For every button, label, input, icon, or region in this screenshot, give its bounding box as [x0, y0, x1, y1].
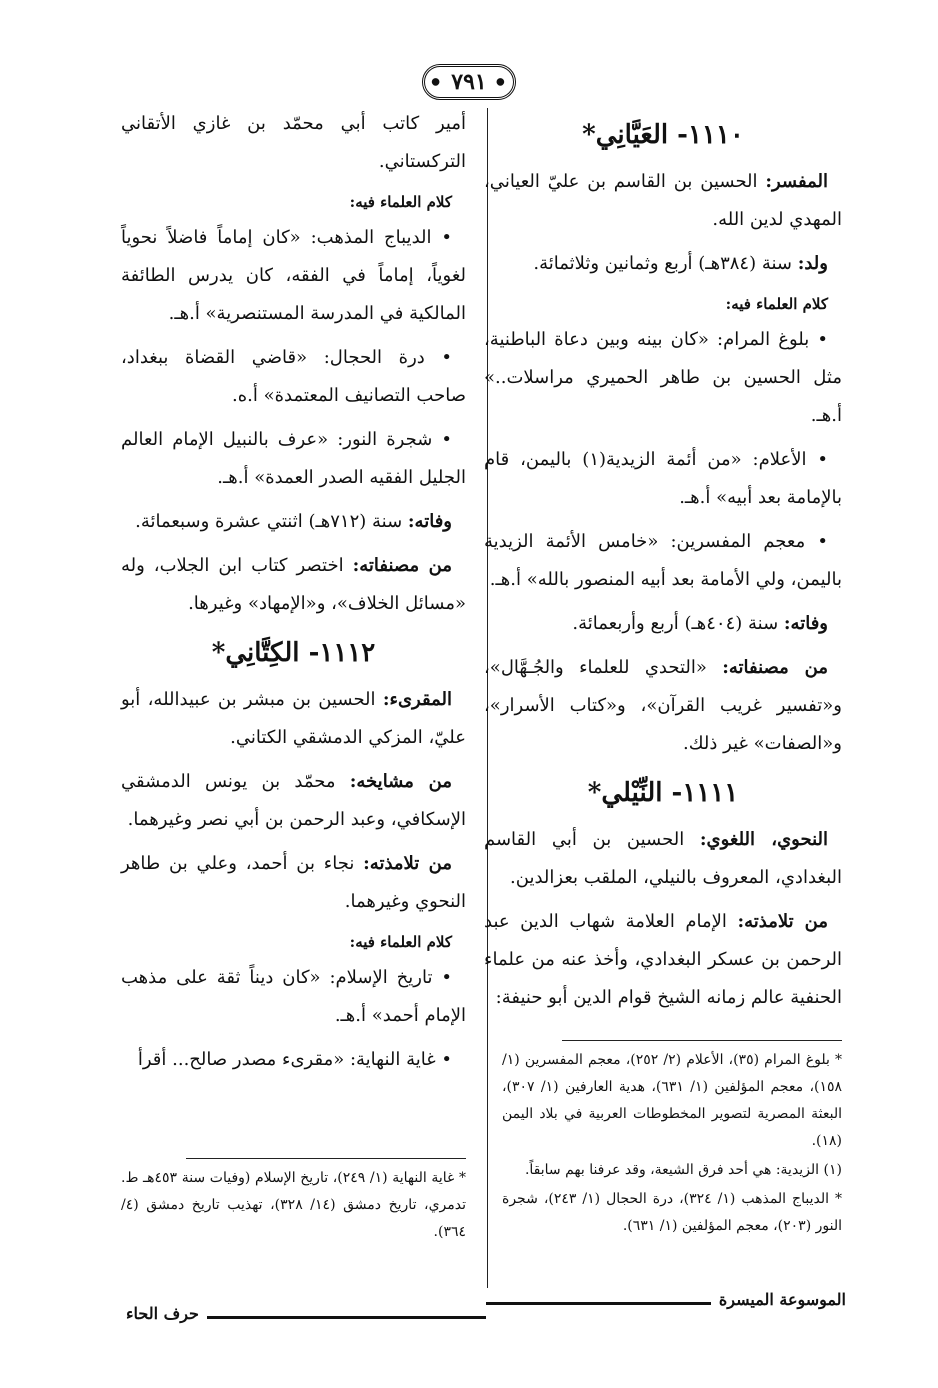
entry-1111-grammarian: [484, 821, 842, 897]
label: المقرىء:: [382, 689, 452, 710]
label: المفسر:: [765, 171, 828, 192]
text: سنة (٣٨٤هـ) أربع وثمانين وثلاثمائة.: [533, 253, 798, 274]
text: سنة (٧١٢هـ) اثنتي عشرة وسبعمائة.: [135, 511, 408, 532]
footnote: * بلوغ المرام (٣٥)، الأعلام (٢/ ٢٥٢)، معجم المفسرين (١/ ١٥٨)، معجم المؤلفين (١/ ٦٣١)، هدية العارفين (١/ ٣٠٧)، البعثة المصرية لتصوير المخطوطات العربية في بلاد اليمن (١٨).: [502, 1052, 843, 1149]
text: الحسين بن القاسم بن عليّ العياني، المهدي لدين الله.: [484, 171, 842, 230]
right-footnotes: [502, 1040, 842, 1242]
label: من مصنفاته:: [352, 555, 453, 576]
label: من مصنفاته:: [722, 657, 828, 678]
label: وفاته:: [783, 613, 828, 634]
text: نجاء بن أحمد، وعلي بن طاهر النحوي وغيرهما.: [121, 853, 466, 912]
label: النحوي، اللغوي:: [699, 829, 828, 850]
continuation-text: أمير كاتب أبي محمّد بن غازي الأتقاني التركستاني.: [121, 113, 466, 172]
footnote: * الديباج المذهب (١/ ٣٢٤)، درة الحجال (١/ ٢٤٣)، شجرة النور (٢٠٣)، معجم المؤلفين (١/ ٦٣١).: [502, 1191, 842, 1234]
entry-1111-students: [484, 903, 842, 1017]
label: من مشايخه:: [349, 771, 452, 792]
entry-1110-born: [484, 245, 842, 283]
ornament-dot-icon: ●: [431, 76, 443, 88]
left-column: [121, 105, 466, 1085]
text: اختصر كتاب ابن الجلاب، وله «مسائل الخلاف»، و«الإمهاد» وغيرها.: [121, 555, 466, 614]
page-number: ٧٩١: [451, 69, 487, 95]
entry-heading-1110: ١١١٠- العَيَّانِي*: [582, 120, 744, 150]
quote-tarikh-al-islam: • تاريخ الإسلام: «كان ديناً ثقة على مذهب الإمام أحمد» أ.هـ.: [121, 967, 466, 1026]
entry-heading-1111: ١١١١- النِّيْلي*: [587, 778, 739, 808]
label: من تلامذته:: [363, 853, 452, 874]
label: من تلامذته:: [737, 911, 828, 932]
death-line: [121, 503, 466, 541]
text: الحسين بن أبي القاسم البغدادي، المعروف بالنيلي، الملقب بعزالدين.: [484, 829, 842, 888]
entry-1110-works: [484, 649, 842, 763]
left-footnotes: [121, 1158, 466, 1248]
page-number-container: [0, 62, 938, 102]
entry-heading-1112: ١١١٢- الكِتَّانِي*: [211, 638, 376, 668]
footnote-rule: [186, 1158, 466, 1159]
label: ولد:: [797, 253, 828, 274]
page-footer: [126, 1288, 846, 1323]
entry-1110-death: [484, 605, 842, 643]
quote-shajarat-al-nur: • شجرة النور: «عرف بالنبيل الإمام العالم الجليل الفقيه الصدر العمدة» أ.هـ.: [121, 429, 466, 488]
text: «التحدي للعلماء والجُـهَّال»، و«تفسير غريب القرآن»، و«كتاب الأسرار»، و«الصفات» غير ذلك.: [484, 657, 842, 754]
entry-1110-commentator: [484, 163, 842, 239]
footnote-rule: [562, 1040, 842, 1041]
quote-bulugh-al-maram: • بلوغ المرام: «كان بينه وبين دعاة الباطنية، مثل الحسين بن طاهر الحميري مراسلات..» أ.هـ.: [484, 329, 842, 426]
scholars-section-title: كلام العلماء فيه:: [349, 933, 452, 951]
entry-1112-reciter: [121, 681, 466, 757]
text: سنة (٤٠٤هـ) أربع وأربعمائة.: [572, 613, 784, 634]
footnote: * غاية النهاية (١/ ٢٤٩)، تاريخ الإسلام (وفيات سنة ٤٥٣هـ ط. تدمري، تاريخ دمشق (١٤/ ٣٢٨)، تهذيب تاريخ دمشق (٤/ ٣٦٤).: [121, 1170, 467, 1240]
scholars-section-title: كلام العلماء فيه:: [349, 193, 452, 211]
quote-ghayat-al-nihaya: • غاية النهاية: «مقرىء مصدر صالح... أقرأ: [137, 1049, 452, 1070]
ornament-dot-icon: ●: [496, 76, 507, 88]
page-number-badge: [422, 64, 515, 100]
quote-mujam-al-mufassirin: • معجم المفسرين: «خامس الأئمة الزيدية باليمن، ولي الأمامة بعد أبيه المنصور بالله» أ.هـ.: [484, 531, 842, 590]
works-line: [121, 547, 466, 623]
right-column: [484, 105, 842, 1023]
entry-1112-teachers: [121, 763, 466, 839]
section-title: حرف الحاء: [126, 1304, 207, 1323]
footnote: (١) الزيدية: هي أحد فرق الشيعة، وقد عرفنا بهم سابقاً.: [524, 1162, 842, 1178]
text: محمّد بن يونس الدمشقي الإسكافي، وعبد الرحمن بن أبي نصر وغيرهما.: [121, 771, 466, 830]
quote-al-alam: • الأعلام: «من أئمة الزيدية(١) باليمن، قام بالإمامة بعد أبيه» أ.هـ.: [484, 449, 842, 508]
label: وفاته:: [407, 511, 452, 532]
book-title: الموسوعة الميسرة: [711, 1290, 846, 1309]
text: الحسين بن مبشر بن عبيدالله، أبو عليّ، المزكي الدمشقي الكتاني.: [121, 689, 466, 748]
entry-1112-students: [121, 845, 466, 921]
scholars-section-title: كلام العلماء فيه:: [725, 295, 828, 313]
quote-al-dibaj: • الديباج المذهب: «كان إماماً فاضلاً نحوياً لغوياً، إماماً في الفقه، كان يدرس الطائفة المالكية في المدرسة المستنصرية» أ.هـ.: [121, 227, 466, 324]
text: الإمام العلامة شهاب الدين عبد الرحمن بن عسكر البغدادي، وأخذ عنه من علماء الحنفية عالم زمانه الشيخ قوام الدين أبو حنيفة:: [484, 911, 842, 1008]
quote-durrat-al-hijal: • درة الحجال: «قاضي القضاة ببغداد، صاحب التصانيف المعتمدة» أ.ه.: [121, 347, 466, 406]
